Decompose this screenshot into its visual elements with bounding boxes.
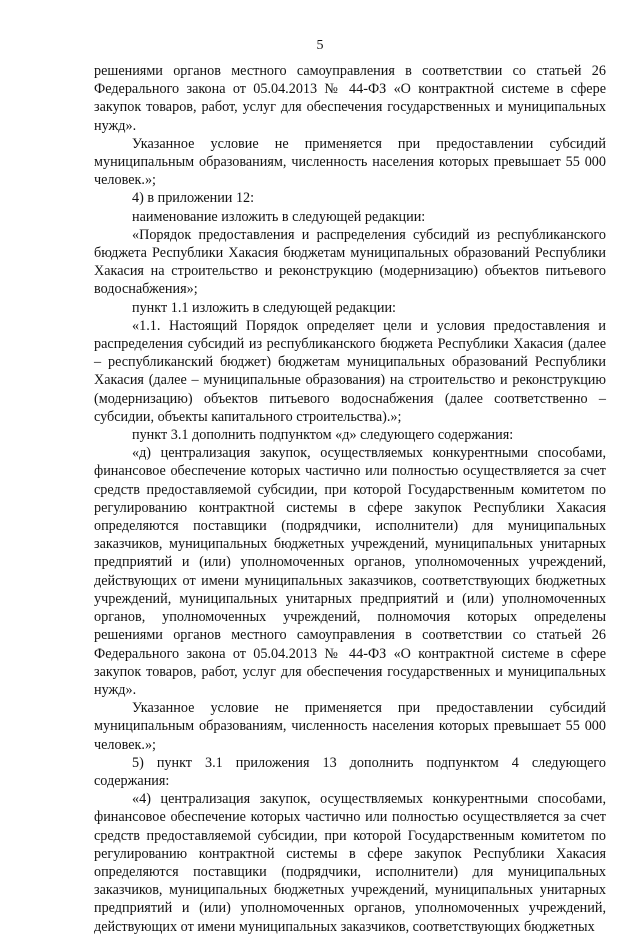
paragraph-continuation: решениями органов местного самоуправления в соответствии со статьей 26 Федерального закона от 05.04.2013 № 44-ФЗ «О контрактной системе в сфере закупок товаров, работ, услуг для обеспечения государственных и муниципальных нужд». — [94, 63, 606, 134]
paragraph-subclause-4: «4) централизация закупок, осуществляемых конкурентными способами, финансовое обеспечение которых частично или полностью осуществляется за счет средств предоставляемой субсидии, при которой Государственным комитетом по регулированию контрактной системы в сфере закупок Республики Хакасия определяются поставщики (подрядчики, исполнители) для муниципальных заказчиков, муниципальных бюджетных учреждений, муниципальных унитарных предприятий и (или) уполномоченных органов, уполномоченных учреждений, действующих от имени муниципальных заказчиков, соответствующих бюджетных — [94, 791, 606, 935]
paragraph-subclause-d: «д) централизация закупок, осуществляемых конкурентными способами, финансовое обеспечение которых частично или полностью осуществляется за счет средств предоставляемой субсидии, при которой Государственным комитетом по регулированию контрактной системы в сфере закупок Республики Хакасия определяются поставщики (подрядчики, исполнители) для муниципальных заказчиков, муниципальных бюджетных учреждений, муниципальных унитарных предприятий и (или) уполномоченных органов, уполномоченных учреждений, действующих от имени муниципальных заказчиков, соответствующих бюджетных учреждений, муниципальных унитарных предприятий и (или) уполномоченных органов, уполномоченных учреждений, полномочия которых определены решениями органов местного самоуправления в соответствии со статьей 26 Федерального закона от 05.04.2013 № 44-ФЗ «О контрактной системе в сфере закупок товаров, работ, услуг для обеспечения государственных и муниципальных нужд». — [94, 445, 606, 698]
paragraph-clause-1-1: «1.1. Настоящий Порядок определяет цели и условия предоставления и распределения субсидий из республиканского бюджета Республики Хакасия (далее – республиканский бюджет) бюджетам муниципальных образований Республики Хакасия (далее – муниципальные образования) на строительство и реконструкцию (модернизацию) объектов питьевого водоснабжения (далее соответственно – субсидии, объекты капитального строительства).»; — [94, 317, 606, 425]
document-body — [94, 62, 606, 936]
paragraph-item-4: 4) в приложении 12: — [132, 190, 255, 207]
page-number: 5 — [316, 38, 324, 53]
paragraph-item-5: 5) пункт 3.1 приложения 13 дополнить подпунктом 4 следующего содержания: — [94, 754, 606, 789]
paragraph-exception-note-2: Указанное условие не применяется при предоставлении субсидий муниципальным образованиям, численность населения которых превышает 55 000 человек.»; — [94, 700, 606, 753]
paragraph-clause-instruction: пункт 1.1 изложить в следующей редакции: — [132, 299, 396, 316]
paragraph-title-instruction: наименование изложить в следующей редакции: — [132, 208, 426, 225]
paragraph-exception-note: Указанное условие не применяется при предоставлении субсидий муниципальным образованиям, численность населения которых превышает 55 000 человек.»; — [94, 135, 606, 189]
paragraph-clause-3-1-instruction: пункт 3.1 дополнить подпунктом «д» следующего содержания: — [132, 427, 514, 444]
paragraph-new-title: «Порядок предоставления и распределения субсидий из республиканского бюджета Республики Хакасия бюджетам муниципальных образований Республики Хакасия на строительство и реконструкцию (модернизацию) объектов питьевого водоснабжения»; — [94, 226, 606, 298]
